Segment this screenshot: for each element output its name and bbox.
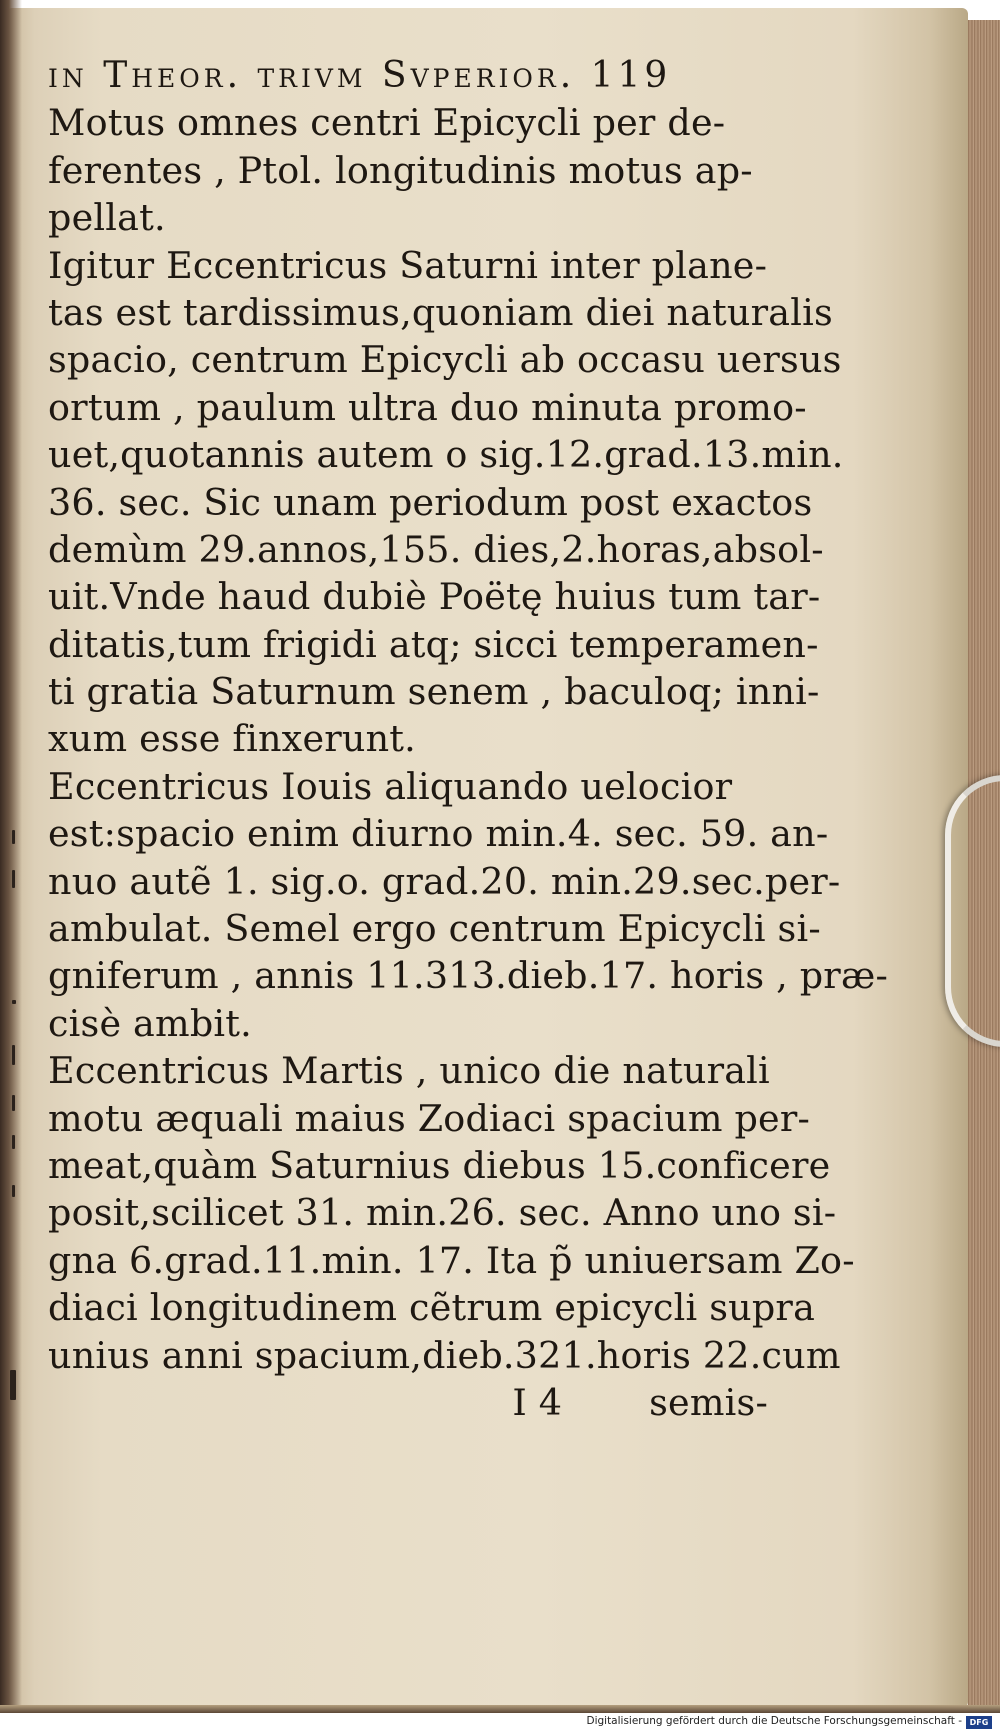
text-line: pellat. <box>48 196 166 240</box>
margin-mark <box>12 830 15 844</box>
text-line: uet,quotannis autem o sig.12.grad.13.min. <box>48 433 844 477</box>
text-line: gna 6.grad.11.min. 17. Ita p̃ uniuersam Zo- <box>48 1238 855 1282</box>
catchword: semis- <box>649 1380 768 1424</box>
text-line: ambulat. Semel ergo centrum Epicycli si- <box>48 907 821 951</box>
text-line: nuo autẽ 1. sig.o. grad.20. min.29.sec.per- <box>48 859 841 903</box>
margin-mark <box>10 1370 16 1400</box>
text-line: Motus omnes centri Epicycli per de- <box>48 101 726 145</box>
text-line: unius anni spacium,dieb.321.horis 22.cum <box>48 1333 841 1377</box>
margin-mark <box>12 1095 15 1111</box>
page-text <box>48 52 888 1426</box>
page-bottom-edge <box>0 1705 1000 1713</box>
text-line: posit,scilicet 31. min.26. sec. Anno uno si- <box>48 1191 837 1235</box>
margin-mark <box>12 870 15 888</box>
funding-credit: Digitalisierung gefördert durch die Deutsche Forschungsgemeinschaft - <box>586 1715 962 1727</box>
margin-mark <box>12 1185 15 1197</box>
text-line: diaci longitudinem cẽtrum epicycli supra <box>48 1286 816 1330</box>
binding-shadow <box>0 0 22 1733</box>
text-line: ti gratia Saturnum senem , baculoq; inni- <box>48 670 820 714</box>
text-line: Eccentricus Iouis aliquando uelocior <box>48 764 733 808</box>
book-clasp <box>945 775 1000 1047</box>
text-line: ortum , paulum ultra duo minuta promo- <box>48 385 807 429</box>
text-line: motu æquali maius Zodiaci spacium per- <box>48 1096 811 1140</box>
text-line: ditatis,tum frigidi atq; sicci temperamen- <box>48 622 819 666</box>
text-line: xum esse finxerunt. <box>48 717 416 761</box>
text-line: tas est tardissimus,quoniam diei naturalis <box>48 290 833 334</box>
text-line: spacio, centrum Epicycli ab occasu uersus <box>48 338 842 382</box>
digitization-footer <box>0 1713 1000 1733</box>
signature-line <box>48 1379 768 1426</box>
running-head: in Theor. trivm Svperior. 119 <box>48 55 672 96</box>
margin-mark <box>12 1045 15 1065</box>
text-line: 36. sec. Sic unam periodum post exactos <box>48 480 813 524</box>
text-line: meat,quàm Saturnius diebus 15.conficere <box>48 1143 831 1187</box>
signature-mark: I 4 <box>512 1380 563 1424</box>
text-line: ferentes , Ptol. longitudinis motus ap- <box>48 148 753 192</box>
margin-mark <box>12 1000 16 1004</box>
text-line: Igitur Eccentricus Saturni inter plane- <box>48 243 768 287</box>
text-line: demùm 29.annos,155. dies,2.horas,absol- <box>48 527 824 571</box>
text-line: uit.Vnde haud dubiè Poëtę huius tum tar- <box>48 575 821 619</box>
text-line: est:spacio enim diurno min.4. sec. 59. an- <box>48 812 829 856</box>
text-line: cisè ambit. <box>48 1001 252 1045</box>
margin-mark <box>12 1135 15 1149</box>
text-line: Eccentricus Martis , unico die naturali <box>48 1049 770 1093</box>
dfg-logo: DFG <box>966 1716 992 1729</box>
text-line: gniferum , annis 11.313.dieb.17. horis , præ- <box>48 954 888 998</box>
